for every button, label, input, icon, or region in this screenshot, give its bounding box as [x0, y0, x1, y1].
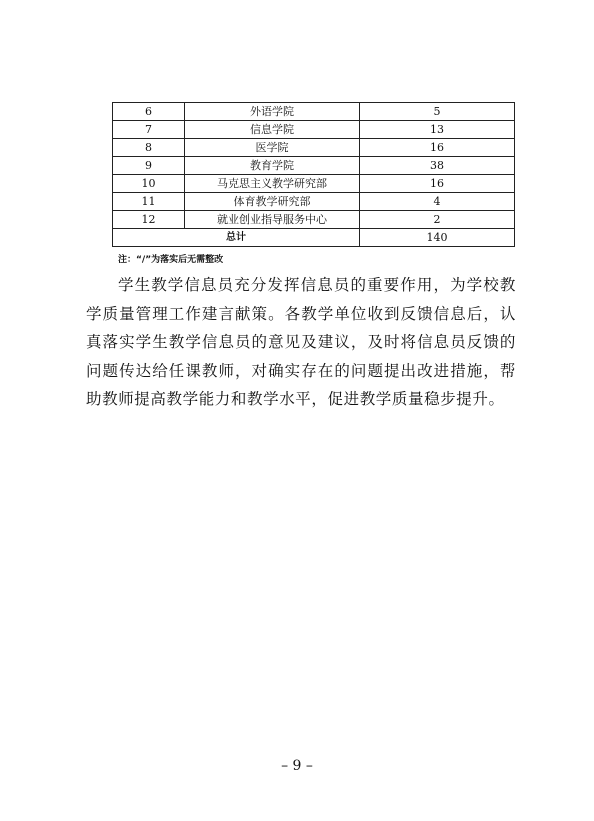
- count-cell: 4: [360, 193, 515, 211]
- unit-name-cell: 体育教学研究部: [185, 193, 360, 211]
- unit-name-cell: 教育学院: [185, 157, 360, 175]
- total-label: 总计: [113, 229, 360, 247]
- count-cell: 13: [360, 121, 515, 139]
- body-paragraph: 学生教学信息员充分发挥信息员的重要作用，为学校教学质量管理工作建言献策。各教学单位收到反馈信息后，认真落实学生教学信息员的意见及建议，及时将信息员反馈的问题传达给任课教师，对确实存在的问题提出改进措施，帮助教师提高教学能力和教学水平，促进教学质量稳步提升。: [86, 276, 516, 409]
- count-cell: 16: [360, 139, 515, 157]
- total-value: 140: [360, 229, 515, 247]
- table-footnote: 注：“/”为落实后无需整改: [118, 255, 224, 265]
- row-number-cell: 7: [113, 121, 185, 139]
- row-number-cell: 11: [113, 193, 185, 211]
- count-cell: 38: [360, 157, 515, 175]
- table-row: [113, 193, 515, 211]
- count-cell: 2: [360, 211, 515, 229]
- table-row: [113, 157, 515, 175]
- row-number-cell: 6: [113, 103, 185, 121]
- unit-name-cell: 医学院: [185, 139, 360, 157]
- unit-name-cell: 信息学院: [185, 121, 360, 139]
- total-row: [113, 229, 515, 247]
- feedback-statistics-table: [112, 102, 515, 247]
- count-cell: 5: [360, 103, 515, 121]
- count-cell: 16: [360, 175, 515, 193]
- table-row: [113, 175, 515, 193]
- table-row: [113, 139, 515, 157]
- table-row: [113, 121, 515, 139]
- unit-name-cell: 马克思主义教学研究部: [185, 175, 360, 193]
- table-row: [113, 211, 515, 229]
- page-number: – 9 –: [281, 758, 313, 774]
- unit-name-cell: 外语学院: [185, 103, 360, 121]
- unit-name-cell: 就业创业指导服务中心: [185, 211, 360, 229]
- row-number-cell: 9: [113, 157, 185, 175]
- row-number-cell: 12: [113, 211, 185, 229]
- row-number-cell: 10: [113, 175, 185, 193]
- row-number-cell: 8: [113, 139, 185, 157]
- table-row: [113, 103, 515, 121]
